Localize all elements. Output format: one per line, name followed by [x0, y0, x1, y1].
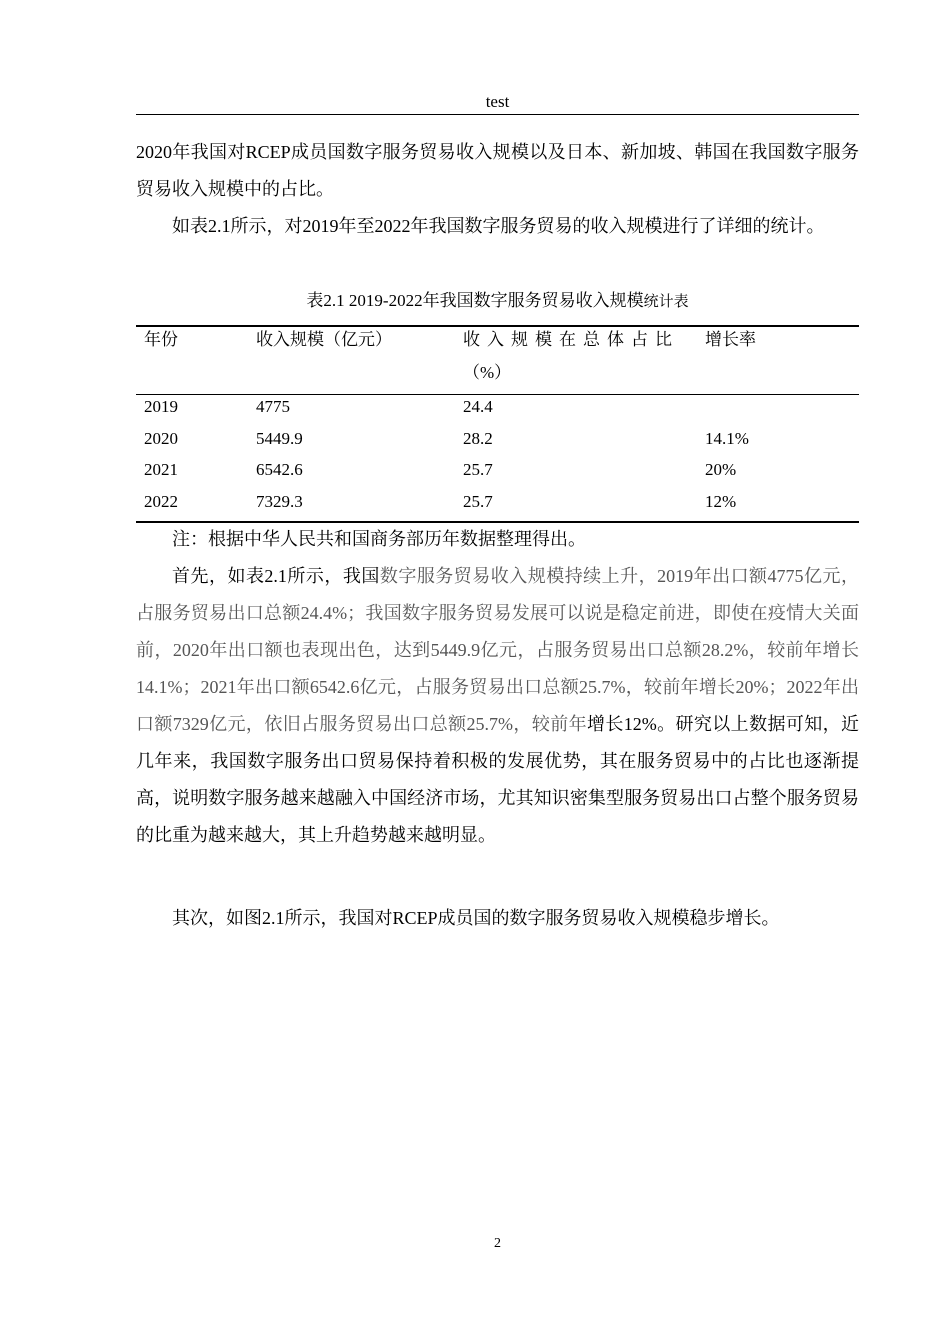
header-share: 收入规模在总体占比: [463, 330, 679, 349]
cell-year: 2019: [144, 397, 178, 416]
cell-share: 25.7: [463, 492, 493, 511]
cell-scale: 4775: [256, 397, 290, 416]
table-caption-tail: 统计表: [643, 294, 689, 310]
cell-growth: 14.1%: [705, 429, 749, 448]
header-rule: [136, 114, 859, 115]
cell-year: 2021: [144, 460, 178, 479]
table-header-rule: [136, 394, 859, 395]
cell-scale: 7329.3: [256, 492, 303, 511]
page-number: 2: [494, 1236, 501, 1251]
cell-share: 28.2: [463, 429, 493, 448]
header-scale: 收入规模（亿元）: [256, 330, 392, 349]
table-caption: [136, 288, 859, 315]
cell-scale: 6542.6: [256, 460, 303, 479]
paragraph-3-muted: 数字服务贸易收入规模持续上升，2019年出口额4775亿元，占服务贸易出口总额24.4%；我国数字服务贸易发展可以说是稳定前进，即使在疫情大关面前，2020年出口额也表现出色，达到5449.9亿元，占服务贸易出口总额28.2%，较前年增长14.1%；2021年出口额6542.6亿元，占服务贸易出口总额25.7%，较前年增长20%；2022年出口额7329亿元，依旧占服务贸易出口总额25.7%，较前年: [136, 566, 860, 734]
cell-share: 24.4: [463, 397, 493, 416]
header-share-unit: （%）: [463, 363, 512, 382]
cell-year: 2022: [144, 492, 178, 511]
header-year: 年份: [144, 330, 178, 349]
paragraph-4: 其次，如图2.1所示，我国对RCEP成员国的数字服务贸易收入规模稳步增长。: [172, 908, 780, 928]
cell-share: 25.7: [463, 460, 493, 479]
page-header: test: [485, 92, 510, 111]
paragraph-3-lead: 首先，如表2.1所示，我国: [172, 566, 380, 586]
table-note: 注：根据中华人民共和国商务部历年数据整理得出。: [172, 529, 586, 549]
paragraph-3: [136, 558, 859, 854]
cell-growth: 12%: [705, 492, 737, 511]
header-growth: 增长率: [705, 330, 756, 349]
cell-growth: 20%: [705, 460, 737, 479]
table-caption-main: 表2.1 2019-2022年我国数字服务贸易收入规模: [306, 291, 644, 310]
cell-year: 2020: [144, 429, 178, 448]
cell-scale: 5449.9: [256, 429, 303, 448]
paragraph-3-rest: 增长12%。研究以上数据可知，近几年来，我国数字服务出口贸易保持着积极的发展优势，其在服务贸易中的占比也逐渐提高，说明数字服务越来越融入中国经济市场，尤其知识密集型服务贸易出口占整个服务贸易的比重为越来越大，其上升趋势越来越明显。: [136, 714, 859, 845]
paragraph-2: 如表2.1所示，对2019年至2022年我国数字服务贸易的收入规模进行了详细的统计。: [172, 216, 825, 236]
paragraph-1: 2020年我国对RCEP成员国数字服务贸易收入规模以及日本、新加坡、韩国在我国数字服务贸易收入规模中的占比。: [136, 142, 859, 199]
